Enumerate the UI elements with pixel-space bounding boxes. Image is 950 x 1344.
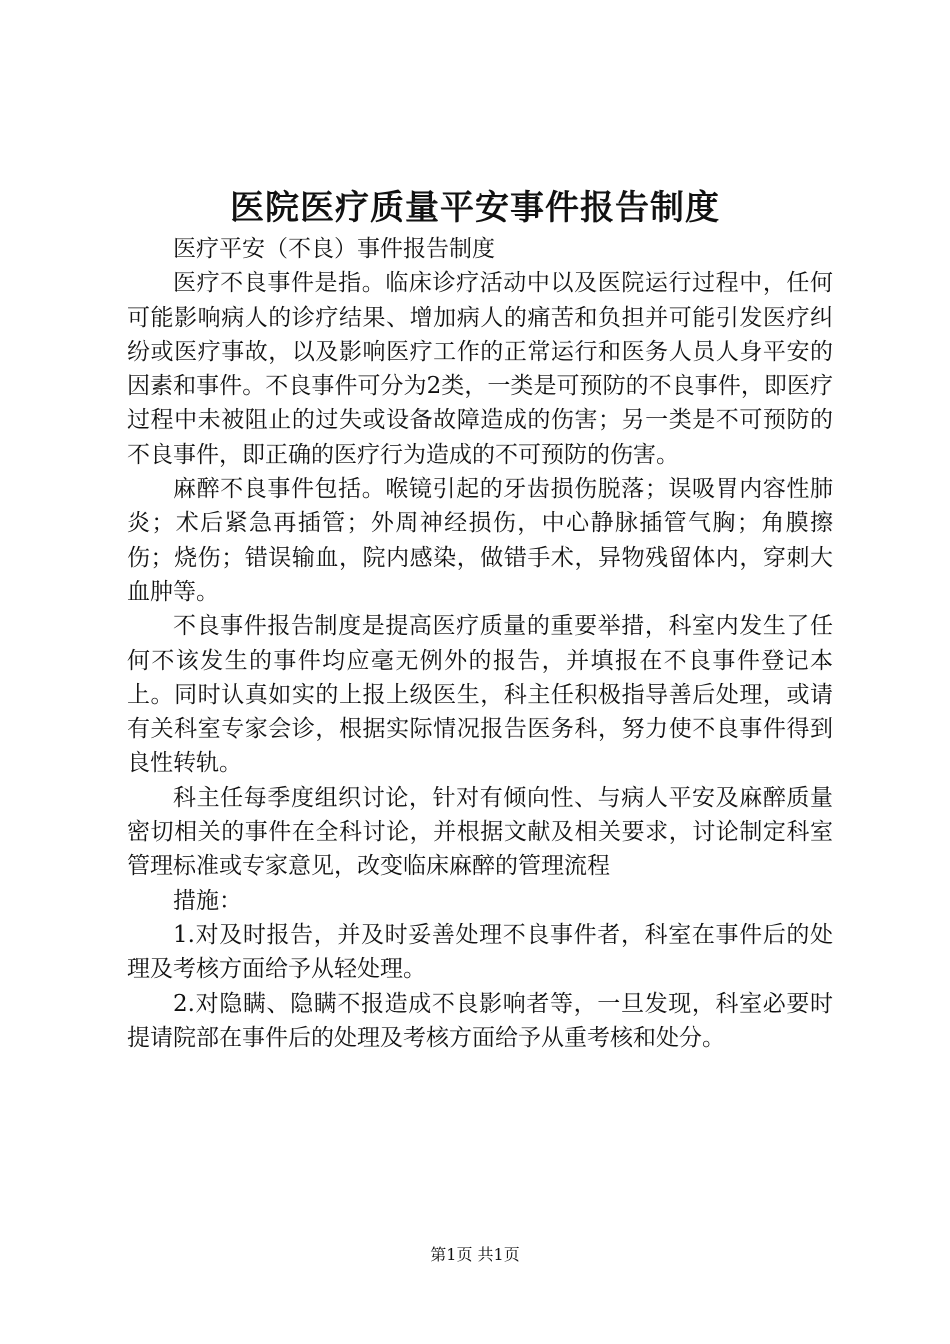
paragraph-definition: 医疗不良事件是指。临床诊疗活动中以及医院运行过程中，任何可能影响病人的诊疗结果、增加病人的痛苦和负担并可能引发医疗纠纷或医疗事故，以及影响医疗工作的正常运行和医务人员人身平安的因素和事件。不良事件可分为2类，一类是可预防的不良事件，即医疗过程中未被阻止的过失或设备故障造成的伤害；另一类是不可预防的不良事件，即正确的医疗行为造成的不可预防的伤害。 <box>127 270 833 468</box>
section-heading: 医疗平安（不良）事件报告制度 <box>173 236 495 262</box>
paragraph-anesthesia-events: 麻醉不良事件包括。喉镜引起的牙齿损伤脱落；误吸胃内容性肺炎；术后紧急再插管；外周神经损伤，中心静脉插管气胸；角膜擦伤；烧伤；错误输血，院内感染，做错手术，异物残留体内，穿刺大血肿等。 <box>127 476 833 605</box>
document-title: 医院医疗质量平安事件报告制度 <box>230 188 720 228</box>
measures-heading: 措施： <box>173 887 242 914</box>
paragraph-reporting-system: 不良事件报告制度是提高医疗质量的重要举措，科室内发生了任何不该发生的事件均应毫无例外的报告，并填报在不良事件登记本上。同时认真如实的上报上级医生，科主任积极指导善后处理，或请有关科室专家会诊，根据实际情况报告医务科，努力使不良事件得到良性转轨。 <box>127 613 833 777</box>
document-body <box>127 232 833 1055</box>
measure-item-2: 2.对隐瞒、隐瞒不报造成不良影响者等，一旦发现，科室必要时提请院部在事件后的处理及考核方面给予从重考核和处分。 <box>127 990 833 1051</box>
page-number: 第1页 共1页 <box>430 1245 520 1264</box>
measure-item-1: 1.对及时报告，并及时妥善处理不良事件者，科室在事件后的处理及考核方面给予从轻处理。 <box>127 921 833 983</box>
paragraph-quarterly-review: 科主任每季度组织讨论，针对有倾向性、与病人平安及麻醉质量密切相关的事件在全科讨论，并根据文献及相关要求，讨论制定科室管理标准或专家意见，改变临床麻醉的管理流程 <box>127 784 833 880</box>
